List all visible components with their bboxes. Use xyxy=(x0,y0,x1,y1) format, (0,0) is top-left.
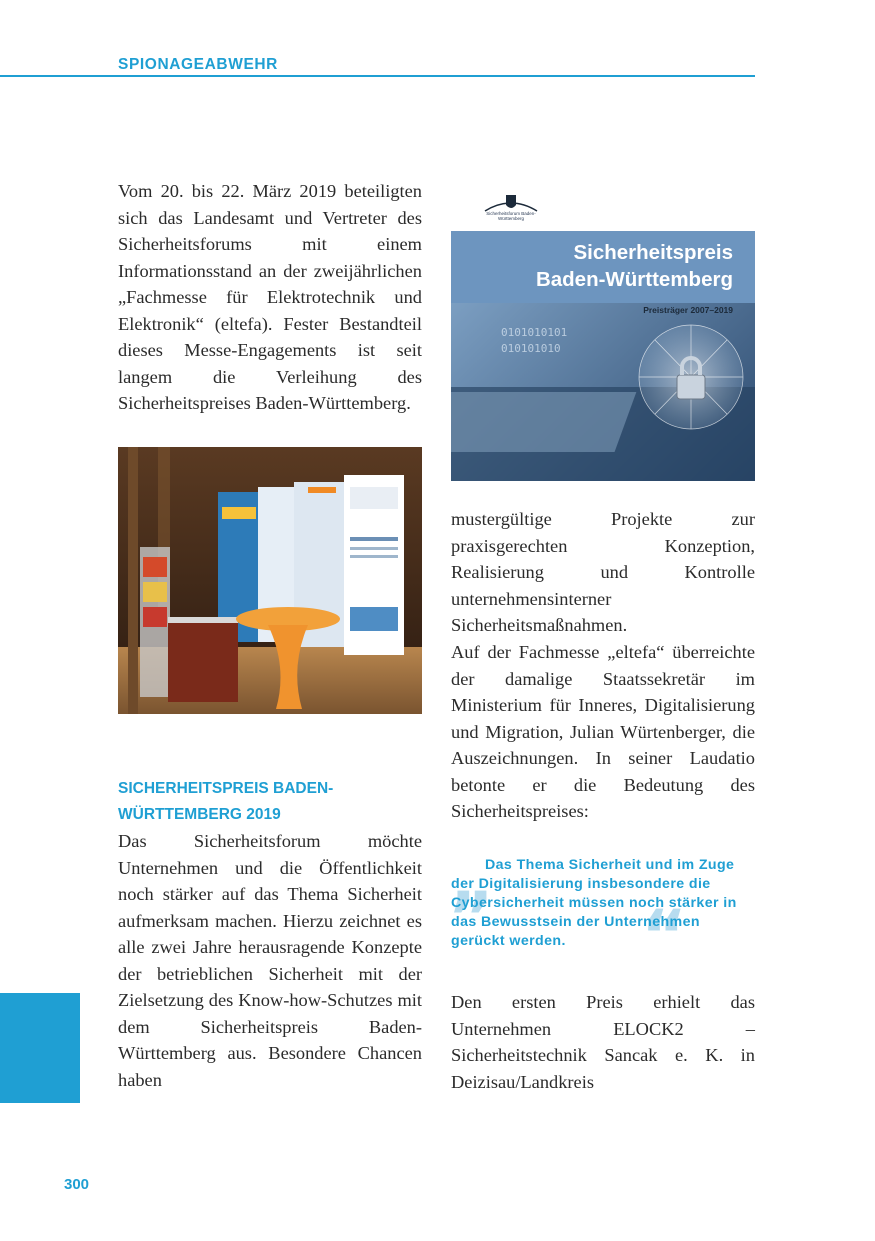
intro-text: Vom 20. bis 22. März 2019 beteiligten sich das Landesamt und Vertreter des Sicherheitsforums mit einem Informationsstand an der zweijährlichen „Fachmesse für Elektrotechnik und Elektronik“ (eltefa). Fester Bestandteil dieses Messe-Engagements ist seit langem die Verleihung des Sicherheitspreises Baden-Württemberg. xyxy=(118,181,422,413)
open-quote-icon: „ xyxy=(449,839,496,921)
column2-paragraph-1 xyxy=(451,506,755,639)
section-heading: SICHERHEITSPREIS BADEN-WÜRTTEMBERG 2019 xyxy=(118,780,334,823)
running-header: SPIONAGEABWEHR xyxy=(118,56,278,73)
header-rule xyxy=(0,75,755,77)
cover-binary-line-1: 0101010101 xyxy=(501,326,568,339)
close-quote-icon: “ xyxy=(641,895,688,977)
column2-text-1: mustergültige Projekte zur praxisgerechten Konzeption, Realisierung und Kontrolle unternehmensinterner Sicherheitsmaßnahmen. xyxy=(451,509,755,635)
column2-text-3: Den ersten Preis erhielt das Unternehmen ELOCK2 – Sicherheitstechnik Sancak e. K. in Deizisau/Landkreis xyxy=(451,992,755,1092)
column2-paragraph-2 xyxy=(451,639,755,825)
side-color-tab xyxy=(0,993,80,1103)
column2-paragraph-3 xyxy=(451,989,755,1095)
pull-quote-text: Das Thema Sicherheit und im Zuge der Digitalisierung insbesondere die Cybersicherheit müssen noch stärker in das Bewusstsein der Unternehmen gerückt werden. xyxy=(451,857,737,949)
pull-quote xyxy=(449,839,755,977)
section-body-text: Das Sicherheitsforum möchte Unternehmen und die Öffentlichkeit noch stärker auf das Thema Sicherheit aufmerksam machen. Hierzu zeichnet es alle zwei Jahre herausragende Konzepte der betrieblichen Sicherheit mit der Zielsetzung des Know-how-Schutzes mit dem Sicherheitspreis Baden-Württemberg aus. Besondere Chancen haben xyxy=(118,831,422,1090)
messe-stand-photo xyxy=(118,447,422,714)
messe-stand-illustration xyxy=(118,447,422,714)
page-number: 300 xyxy=(64,1176,90,1193)
section-body-paragraph xyxy=(118,828,422,1093)
cover-title xyxy=(536,239,733,293)
cover-subtitle: Preisträger 2007–2019 xyxy=(643,305,733,315)
intro-paragraph xyxy=(118,178,422,417)
cover-logo-text: Sicherheitsforum Baden-Württemberg xyxy=(486,211,536,221)
cover-binary-line-2: 010101010 xyxy=(501,342,561,355)
cover-title-line-1: Sicherheitspreis xyxy=(573,241,733,264)
column2-text-2: Auf der Fachmesse „eltefa“ überreichte der damalige Staatssekretär im Ministerium für Inneres, Digitalisierung und Migration, Julian Würtenberger, die Auszeichnungen. In seiner Laudatio betonte er die Bedeutung des Sicherheitspreises: xyxy=(451,642,755,821)
cover-binary-code xyxy=(501,325,567,357)
sicherheitspreis-cover-image xyxy=(451,187,755,481)
cover-title-line-2: Baden-Württemberg xyxy=(535,268,733,291)
